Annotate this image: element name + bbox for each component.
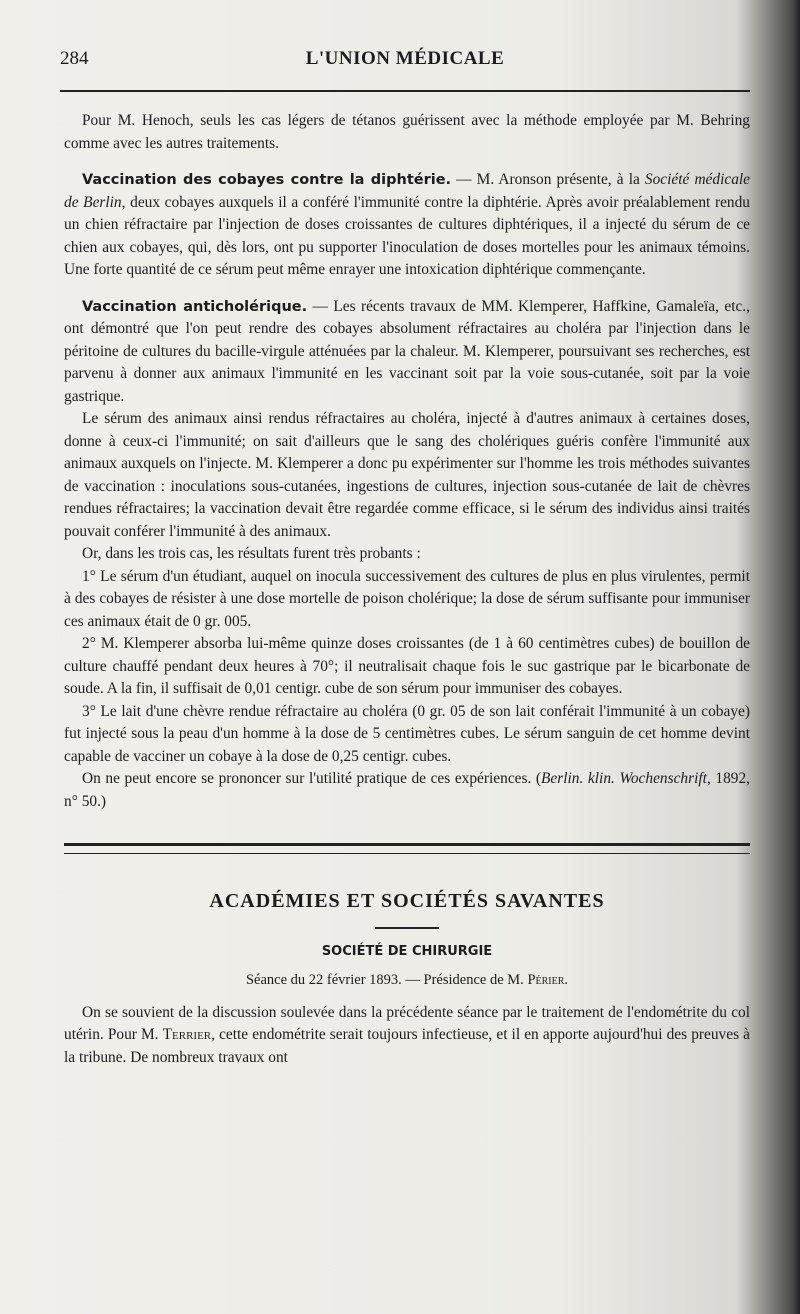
article-body: [64, 110, 750, 1069]
chirurgie-paragraph: [64, 1002, 750, 1070]
seance-end: .: [564, 972, 569, 988]
henoch-paragraph: Pour M. Henoch, seuls les cas légers de tétanos guérissent avec la méthode employée par M. Behring comme avec les autres traitements.: [64, 112, 750, 152]
cholera-title: Vaccination anticholérique.: [82, 298, 308, 315]
spacer: [64, 992, 750, 1002]
cholera-item-3: 3° Le lait d'une chèvre rendue réfractaire au choléra (0 gr. 05 de son lait conférait l'immunité à un cobaye) fut injecté sous la peau d'un homme à la dose de 5 centimètres cubes. Le sérum sanguin de cet homme devint capable de vacciner un cobaye à la dose de 0,25 centigr. cubes.: [64, 702, 750, 765]
diphterie-title: Vaccination des cobayes contre la diphtérie.: [82, 172, 452, 188]
cholera-paragraph-2: Le sérum des animaux ainsi rendus réfractaires au choléra, injecté à d'autres animaux à certaines doses, donne à ceux-ci l'immunité; on sait d'ailleurs que le sang des cholériques guéris confère l'immunité aux animaux auxquels on l'injecte. M. Klemperer a donc pu expérimenter sur l'homme les trois méthodes suivantes de vaccination : inoculations sous-cutanées, ingestions de cultures, injection sous-cutanée de lait de chèvres rendues réfractaires; la vaccination devait être regardée comme efficace, si le sérum des individus ainsi traités pouvait conférer l'immunité à des animaux.: [64, 410, 750, 540]
diphterie-text: — M. Aronson présente, à la: [451, 171, 645, 188]
chirurgie-text-a: On se souvient de la discussion soulevée dans la précédente séance par le traitement de l'endométrite du col utérin. Pour M.: [64, 1003, 750, 1043]
seance-line: [64, 969, 750, 992]
cholera-text: — Les récents travaux de MM. Klemperer, Haffkine, Gamaleïa, etc., ont démontré que l'on peut rendre des cobayes absolument réfractaires au choléra par l'injection dans le péritoine de cultures du bacille-virgule atténuées par la chaleur. M. Klemperer, poursuivant ses recherches, est parvenu à donner aux animaux l'immunité en les vaccinant soit par la voie sous-cutanée, soit par la voie gastrique.: [64, 297, 750, 405]
diphterie-text2: , deux cobayes auxquels il a conféré l'immunité contre la diphtérie. Après avoir préalablement rendu un chien réfractaire par l'injection de doses croissantes de cultures diphtériques, il a injecté du sérum de ce chien aux cobayes, qui, dès lors, ont pu supporter l'inoculation de doses mortelles pour les animaux témoins. Une forte quantité de ce sérum peut même enrayer une intoxication diphtérique commençante.: [64, 193, 750, 278]
section-divider: [64, 843, 750, 854]
diphterie-paragraph: [64, 169, 750, 282]
page-header: [60, 48, 750, 80]
cholera-item-2: 2° M. Klemperer absorba lui-même quinze doses croissantes (de 1 à 60 centimètres cubes) de bouillon de culture chauffé pendant deux heures à 70°; il neutralisait chaque fois le suc gastrique par le bicarbonate de soude. A la fin, il suffisait de 0,01 centigr. cube de son sérum pour immuniser des cobayes.: [64, 635, 750, 697]
short-rule: [375, 927, 439, 929]
societe-title: SOCIÉTÉ DE CHIRURGIE: [321, 943, 493, 959]
cholera-paragraph-3: Or, dans les trois cas, les résultats furent très probants :: [82, 545, 421, 562]
running-head: L'UNION MÉDICALE: [305, 48, 505, 69]
seance-text: Séance du 22 février 1893. — Présidence de M.: [245, 972, 528, 988]
cholera-item-1: 1° Le sérum d'un étudiant, auquel on inocula successivement des cultures de plus en plus virulentes, permit à des cobayes de résister à une dose mortelle de poison cholérique; la dose de sérum suffisante pour immuniser ces animaux était de 0 gr. 005.: [64, 567, 750, 630]
citation-journal: Berlin. klin. Wochenschrift: [541, 770, 707, 787]
header-rule: [60, 90, 750, 92]
chirurgie-text-b: , cette endométrite serait toujours infectieuse, et il en apporte aujourd'hui des preuves à la tribune. De nombreux travaux ont: [64, 1026, 750, 1066]
page-number: 284: [60, 48, 89, 69]
terrier-name: Terrier: [162, 1026, 212, 1043]
cholera-paragraph: [64, 296, 750, 409]
spacer: [64, 155, 750, 169]
cholera-conclusion: [64, 768, 750, 813]
president-name: Périer: [527, 972, 565, 988]
conclusion-text: On ne peut encore se prononcer sur l'utilité pratique de ces expériences. (: [82, 770, 542, 787]
diphterie-society: Société médicale de Berlin: [64, 171, 750, 211]
spacer: [64, 282, 750, 296]
academies-title: ACADÉMIES ET SOCIÉTÉS SAVANTES: [209, 890, 605, 912]
citation-rest: , 1892, n° 50.): [64, 770, 750, 810]
